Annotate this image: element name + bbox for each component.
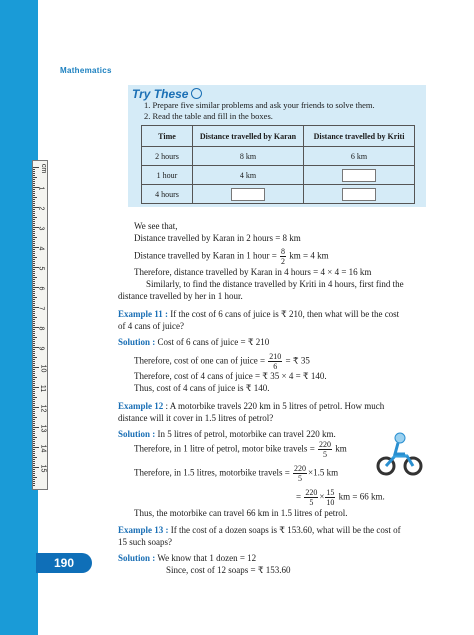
distance-table: [141, 125, 415, 204]
text-span: If the cost of 6 cans of juice is ₹ 210, then what will be the cost: [168, 309, 400, 319]
ruler-tick: [33, 459, 35, 460]
ruler-tick: [33, 167, 39, 168]
rider-body: [395, 443, 405, 454]
ruler-tick: [33, 349, 35, 350]
fill-in-box[interactable]: [342, 188, 376, 201]
ruler-label: 1: [37, 186, 45, 191]
text-span: Cost of 6 cans of juice = ₹ 210: [155, 337, 270, 347]
text-span: Distance travelled by Karan in 1 hour =: [134, 250, 277, 261]
solution-label: Solution :: [118, 553, 156, 563]
ruler-tick: [33, 325, 35, 326]
ruler-tick: [33, 449, 35, 450]
ruler-tick: [33, 333, 35, 334]
ruler-tick: [33, 405, 35, 406]
ruler-tick: [33, 209, 35, 210]
solution-11: [118, 336, 269, 348]
fraction: [304, 488, 318, 507]
table-cell: 8 km: [193, 147, 304, 166]
solution-13: [118, 552, 256, 564]
ruler-tick: [33, 461, 35, 462]
text-span: km: [335, 443, 347, 454]
table-cell: 1 hour: [142, 166, 193, 185]
ruler-tick: [33, 279, 35, 280]
ruler-label: 9: [37, 346, 45, 351]
example-label: Example 13 :: [118, 525, 169, 535]
example-11: [118, 308, 399, 320]
ruler-tick: [33, 299, 35, 300]
text-line: Distance travelled by Karan in 2 hours = 8 km: [134, 233, 301, 243]
table-row: [142, 185, 415, 204]
ruler-tick: [33, 423, 35, 424]
ruler-tick: [33, 231, 35, 232]
try-item: 1. Prepare five similar problems and ask your friends to solve them.: [144, 100, 375, 110]
text-line: [134, 440, 347, 459]
denominator: 2: [281, 257, 286, 266]
text-line: Therefore, distance travelled by Karan in 4 hours = 4 × 4 = 16 km: [134, 267, 372, 277]
ruler-label: 12: [39, 404, 47, 413]
ruler-tick: [33, 359, 35, 360]
ruler-tick: [33, 469, 35, 470]
table-header: Time: [142, 126, 193, 147]
try-these-label: Try These: [132, 87, 189, 101]
ruler-tick: [33, 173, 35, 174]
text-line: of 4 cans of juice?: [118, 321, 184, 331]
table-header: Distance travelled by Karan: [193, 126, 304, 147]
ruler-tick: [33, 193, 35, 194]
text-line: Therefore, cost of 4 cans of juice = ₹ 35 × 4 = ₹ 140.: [134, 371, 327, 381]
ruler-tick: [33, 427, 39, 428]
ruler-tick: [33, 435, 35, 436]
ruler-tick: [33, 475, 35, 476]
numerator: 8: [281, 247, 286, 256]
ruler-tick: [33, 265, 35, 266]
numerator: 220: [305, 488, 318, 497]
numerator: 220: [319, 440, 332, 449]
ruler-label: 7: [37, 306, 45, 311]
ruler-tick: [33, 277, 37, 278]
ruler-tick: [33, 367, 39, 368]
example-label: Example 12: [118, 401, 164, 411]
example-label: Example 11 :: [118, 309, 169, 319]
text-span: km = 66 km.: [338, 491, 385, 502]
solution-label: Solution :: [118, 429, 156, 439]
fill-in-box[interactable]: [342, 169, 376, 182]
ruler-tick: [33, 179, 35, 180]
ruler-tick: [33, 257, 37, 258]
ruler-tick: [33, 387, 39, 388]
table-cell: 4 km: [193, 166, 304, 185]
text-line: distance travelled by her in 1 hour.: [118, 291, 243, 301]
ruler-tick: [33, 407, 39, 408]
solution-12: [118, 428, 336, 440]
ruler-tick: [33, 463, 35, 464]
ruler-tick: [33, 221, 35, 222]
ruler-tick: [33, 397, 37, 398]
text-span: : A motorbike travels 220 km in 5 litres of petrol. How much: [163, 401, 385, 411]
ruler-tick: [33, 275, 35, 276]
text-line: Thus, the motorbike can travel 66 km in 1.5 litres of petrol.: [134, 508, 348, 518]
rider-helmet: [395, 433, 405, 443]
ruler-tick: [33, 293, 35, 294]
ruler-tick: [33, 195, 35, 196]
text-line: [134, 247, 329, 266]
ruler-tick: [33, 183, 35, 184]
ruler-tick: [33, 191, 35, 192]
ruler-label: 8: [37, 326, 45, 331]
ruler-tick: [33, 453, 35, 454]
ruler-tick: [33, 393, 35, 394]
ruler-tick: [33, 345, 35, 346]
ruler-label: 4: [37, 246, 45, 251]
ruler-tick: [33, 203, 35, 204]
ruler-tick: [33, 251, 35, 252]
ruler-tick: [33, 373, 35, 374]
text-span: =: [296, 491, 302, 502]
ruler-tick: [33, 365, 35, 366]
ruler-tick: [33, 241, 35, 242]
ruler-tick: [33, 437, 37, 438]
ruler-tick: [33, 273, 35, 274]
text-span: km = 4 km: [289, 250, 329, 261]
ruler-tick: [33, 351, 35, 352]
ruler-tick: [33, 401, 35, 402]
ruler-tick: [33, 481, 35, 482]
ruler-label: 3: [37, 226, 45, 231]
ruler-label: 6: [37, 286, 45, 291]
ruler-tick: [33, 467, 39, 468]
numerator: 210: [269, 352, 282, 361]
bulb-icon: [191, 88, 202, 99]
ruler-tick: [33, 473, 35, 474]
ruler-tick: [33, 235, 35, 236]
ruler-label: 14: [39, 444, 47, 453]
ruler-tick: [33, 229, 35, 230]
ruler-tick: [33, 445, 35, 446]
ruler-tick: [33, 369, 35, 370]
fraction: [318, 440, 332, 459]
ruler-label: 13: [39, 424, 47, 433]
text-span: In 5 litres of petrol, motorbike can travel 220 km.: [155, 429, 336, 439]
ruler-tick: [33, 361, 35, 362]
ruler-tick: [33, 343, 35, 344]
try-these-box: [128, 85, 426, 207]
text-span: If the cost of a dozen soaps is ₹ 153.60, what will be the cost of: [168, 525, 401, 535]
ruler-tick: [33, 451, 35, 452]
ruler-label: 2: [37, 206, 45, 211]
page-number: 190: [36, 553, 92, 573]
ruler-tick: [33, 309, 35, 310]
ruler-tick: [33, 181, 35, 182]
ruler-tick: [33, 485, 35, 486]
ruler-tick: [33, 341, 35, 342]
ruler-tick: [33, 243, 35, 244]
ruler-tick: [33, 225, 35, 226]
ruler-tick: [33, 411, 35, 412]
text-span: ×: [319, 491, 325, 502]
ruler-tick: [33, 171, 35, 172]
ruler-tick: [33, 175, 35, 176]
ruler-tick: [33, 201, 35, 202]
ruler-tick: [33, 305, 35, 306]
ruler-tick: [33, 353, 35, 354]
ruler-tick: [33, 313, 35, 314]
ruler-tick: [33, 223, 35, 224]
table-cell: 4 hours: [142, 185, 193, 204]
ruler-tick: [33, 239, 35, 240]
ruler-tick: [33, 323, 35, 324]
denominator: 6: [273, 362, 278, 371]
ruler-tick: [33, 261, 35, 262]
ruler-tick: [33, 295, 35, 296]
ruler-tick: [33, 337, 37, 338]
ruler-tick: [33, 371, 35, 372]
denominator: 5: [309, 498, 314, 507]
ruler-tick: [33, 177, 37, 178]
text-line: Thus, cost of 4 cans of juice is ₹ 140.: [134, 383, 270, 393]
ruler-tick: [33, 395, 35, 396]
ruler-tick: [33, 245, 35, 246]
ruler-tick: [33, 283, 35, 284]
ruler-tick: [33, 321, 35, 322]
ruler-tick: [33, 357, 37, 358]
ruler-tick: [33, 219, 35, 220]
ruler-tick: [33, 315, 35, 316]
ruler-tick: [33, 433, 35, 434]
ruler-tick: [33, 259, 35, 260]
text-span: Therefore, in 1 litre of petrol, motor bike travels =: [134, 443, 315, 454]
ruler-tick: [33, 285, 35, 286]
ruler-tick: [33, 471, 35, 472]
ruler-tick: [33, 355, 35, 356]
ruler-tick: [33, 319, 35, 320]
ruler-label: 5: [37, 266, 45, 271]
fill-in-box[interactable]: [231, 188, 265, 201]
ruler-tick: [33, 389, 35, 390]
ruler-tick: [33, 439, 35, 440]
ruler-tick: [33, 169, 35, 170]
ruler-tick: [33, 289, 35, 290]
ruler-tick: [33, 217, 37, 218]
ruler-tick: [33, 335, 35, 336]
table-row: [142, 166, 415, 185]
ruler-tick: [33, 421, 35, 422]
ruler-tick: [33, 443, 35, 444]
text-span: ×1.5 km: [308, 467, 339, 478]
ruler-tick: [33, 311, 35, 312]
ruler-tick: [33, 431, 35, 432]
ruler-tick: [33, 189, 35, 190]
ruler-tick: [33, 415, 35, 416]
ruler-tick: [33, 383, 35, 384]
table-cell: [304, 185, 415, 204]
ruler-tick: [33, 403, 35, 404]
ruler-tick: [33, 291, 35, 292]
section-title: Mathematics: [60, 66, 112, 75]
ruler-tick: [33, 455, 35, 456]
ruler-tick: [33, 233, 35, 234]
ruler-tick: [33, 419, 35, 420]
ruler-tick: [33, 409, 35, 410]
fraction: [293, 464, 307, 483]
table-cell: 6 km: [304, 147, 415, 166]
ruler-tick: [33, 263, 35, 264]
fraction: [268, 352, 282, 371]
ruler-tick: [33, 477, 37, 478]
ruler-tick: [33, 317, 37, 318]
ruler-tick: [33, 483, 35, 484]
ruler-tick: [33, 441, 35, 442]
ruler-tick: [33, 329, 35, 330]
ruler-tick: [33, 303, 35, 304]
ruler-tick: [33, 413, 35, 414]
ruler-tick: [33, 457, 37, 458]
solution-label: Solution :: [118, 337, 156, 347]
ruler-tick: [33, 237, 37, 238]
ruler-tick: [33, 205, 35, 206]
fraction: [325, 488, 335, 507]
ruler-illustration: [32, 160, 48, 490]
text-line: [134, 352, 310, 371]
ruler-tick: [33, 339, 35, 340]
denominator: 5: [298, 474, 303, 483]
numerator: 15: [326, 488, 335, 497]
ruler-tick: [33, 377, 37, 378]
try-these-heading: [132, 87, 202, 101]
ruler-tick: [33, 381, 35, 382]
ruler-tick: [33, 297, 37, 298]
text-span: Therefore, in 1.5 litres, motorbike travels =: [134, 467, 290, 478]
text-span: We know that 1 dozen = 12: [155, 553, 257, 563]
fraction: [280, 247, 286, 266]
text-line: Similarly, to find the distance travelled by Kriti in 4 hours, first find the: [146, 279, 404, 289]
text-line: [134, 464, 338, 483]
ruler-label: 15: [39, 464, 47, 473]
ruler-tick: [33, 269, 35, 270]
text-span: Therefore, cost of one can of juice =: [134, 355, 266, 366]
ruler-tick: [33, 249, 35, 250]
ruler-tick: [33, 271, 35, 272]
table-cell: [193, 185, 304, 204]
table-cell: 2 hours: [142, 147, 193, 166]
ruler-tick: [33, 185, 35, 186]
ruler-tick: [33, 479, 35, 480]
ruler-tick: [33, 379, 35, 380]
ruler-tick: [33, 211, 35, 212]
ruler-tick: [33, 331, 35, 332]
ruler-tick: [33, 385, 35, 386]
text-line: distance will it cover in 1.5 litres of petrol?: [118, 413, 274, 423]
ruler-tick: [33, 255, 35, 256]
text-line: We see that,: [134, 221, 178, 231]
example-12: [118, 400, 384, 412]
text-line: [296, 488, 385, 507]
ruler-tick: [33, 215, 35, 216]
ruler-label: cm: [40, 163, 48, 174]
example-13: [118, 524, 401, 536]
ruler-tick: [33, 197, 37, 198]
table-row: [142, 147, 415, 166]
denominator: 10: [326, 498, 335, 507]
ruler-tick: [33, 213, 35, 214]
ruler-label: 10: [39, 364, 47, 373]
ruler-tick: [33, 281, 35, 282]
ruler-tick: [33, 363, 35, 364]
text-span: = ₹ 35: [285, 355, 310, 366]
numerator: 220: [294, 464, 307, 473]
ruler-tick: [33, 447, 39, 448]
ruler-tick: [33, 425, 35, 426]
try-item: 2. Read the table and fill in the boxes.: [144, 111, 273, 121]
denominator: 5: [323, 450, 328, 459]
table-header-row: [142, 126, 415, 147]
ruler-tick: [33, 301, 35, 302]
text-line: 15 such soaps?: [118, 537, 172, 547]
try-these-items: [144, 100, 375, 122]
table-header: Distance travelled by Kriti: [304, 126, 415, 147]
ruler-label: 11: [39, 384, 47, 393]
motorbike-illustration: [375, 430, 423, 478]
ruler-tick: [33, 253, 35, 254]
ruler-tick: [33, 199, 35, 200]
text-line: Since, cost of 12 soaps = ₹ 153.60: [166, 565, 291, 575]
ruler-tick: [33, 399, 35, 400]
ruler-tick: [33, 429, 35, 430]
table-cell: [304, 166, 415, 185]
ruler-tick: [33, 391, 35, 392]
ruler-tick: [33, 375, 35, 376]
ruler-tick: [33, 465, 35, 466]
ruler-tick: [33, 417, 37, 418]
